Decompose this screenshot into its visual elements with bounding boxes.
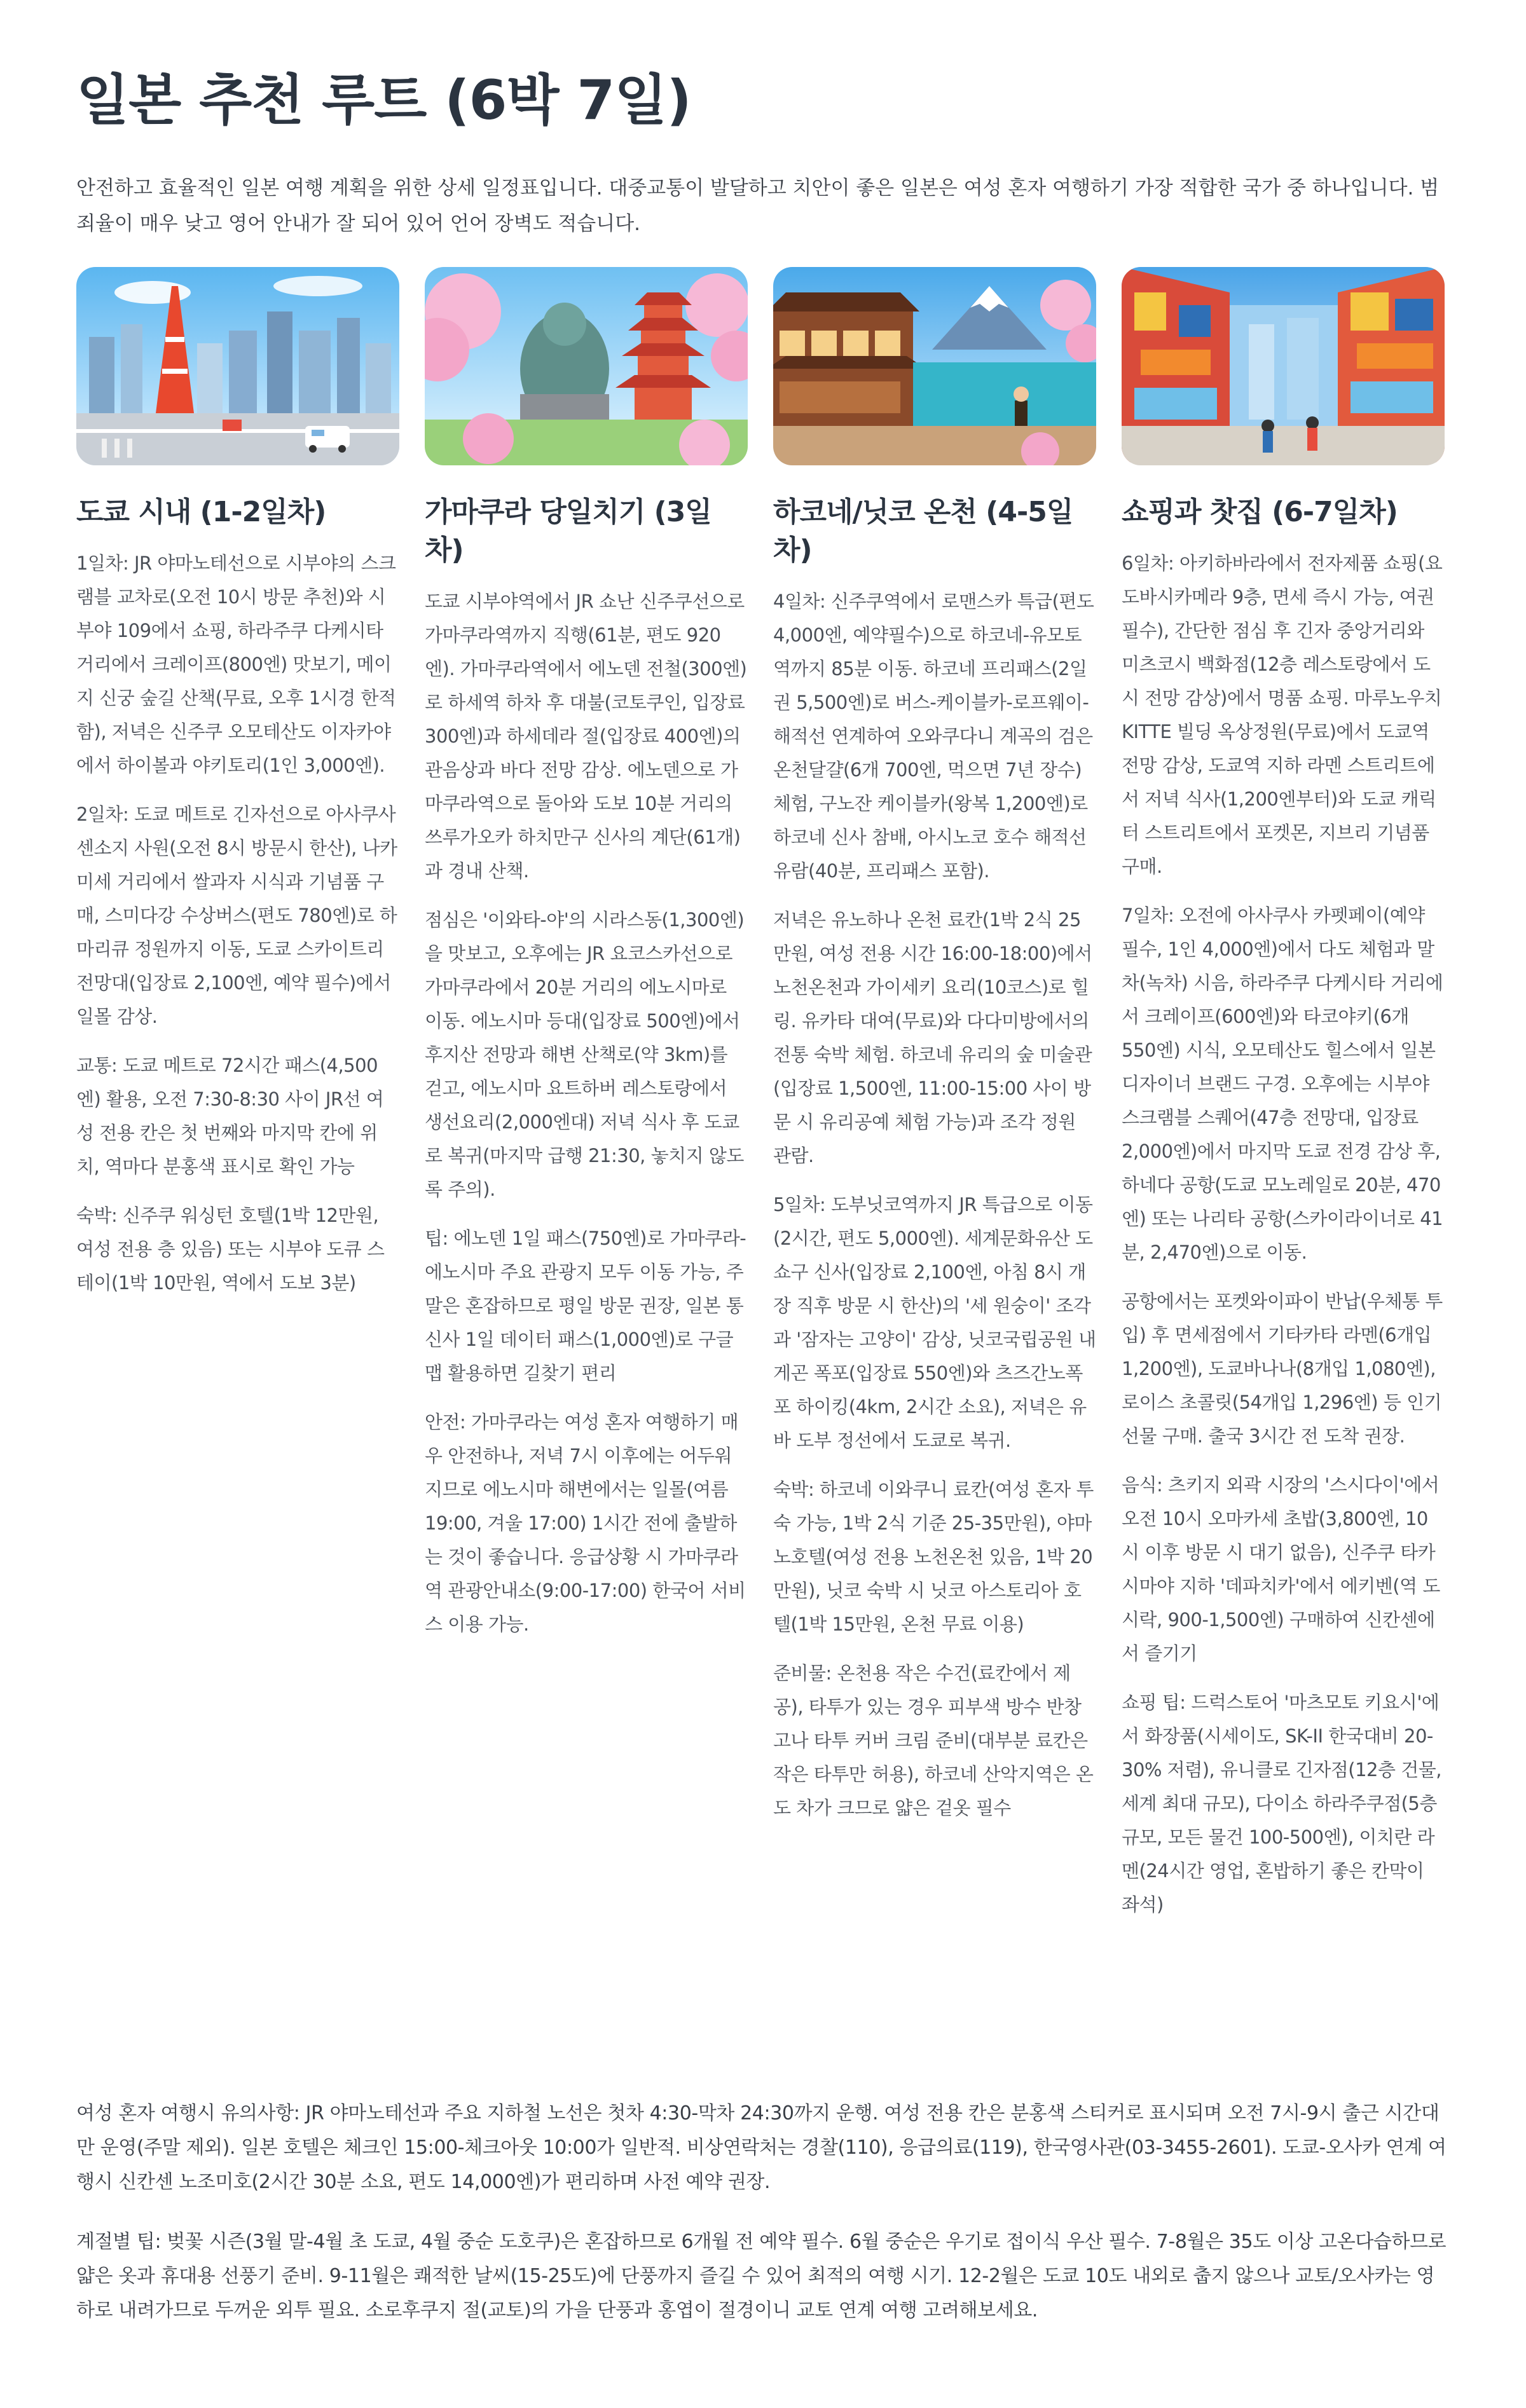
column-paragraph: 점심은 '이와타-야'의 시라스동(1,300엔)을 맛보고, 오후에는 JR 요코스카선으로 가마쿠라에서 20분 거리의 에노시마로 이동. 에노시마 등대(입장료 500엔)에서 후지산 전망과 해변 산책로(약 3km)를 걷고, 에노시마 요트하버 레스토랑에서 생선요리(2,000엔대) 저녁 식사 후 도쿄로 복귀(마지막 급행 21:30, 놓치지 않도록 주의).: [425, 909, 745, 1200]
tokyo-city-image: [76, 267, 399, 465]
column-paragraph: 숙박: 신주쿠 워싱턴 호텔(1박 12만원, 여성 전용 층 있음) 또는 시부야 도큐 스테이(1박 10만원, 역에서 도보 3분): [76, 1205, 385, 1294]
column-paragraph: 5일차: 도부닛코역까지 JR 특급으로 이동(2시간, 편도 5,000엔). 세계문화유산 도쇼구 신사(입장료 2,100엔, 아침 8시 개장 직후 방문 시 한산)의 '세 원숭이' 조각과 '잠자는 고양이' 감상, 닛코국립공원 내 게곤 폭포(입장료 550엔)와 츠즈간노폭포 하이킹(4km, 2시간 소요), 저녁은 유바 도부 정선에서 도쿄로 복귀.: [773, 1194, 1096, 1451]
column-title: 도쿄 시내 (1-2일차): [76, 496, 326, 528]
column-hakone-nikko: [773, 267, 1096, 1840]
column-title: 가마쿠라 당일치기 (3일차): [425, 496, 711, 566]
column-paragraph: 1일차: JR 야마노테선으로 시부야의 스크램블 교차로(오전 10시 방문 추천)와 시부야 109에서 쇼핑, 하라주쿠 다케시타 거리에서 크레이프(800엔) 맛보기, 메이지 신궁 숲길 산책(무료, 오후 1시경 한적함), 저녁은 신주쿠 오모테산도 이자카야에서 하이볼과 야키토리(1인 3,000엔).: [76, 552, 396, 776]
column-title: 하코네/닛코 온천 (4-5일차): [773, 496, 1073, 566]
footer-notes: [76, 2097, 1450, 2353]
page-title: 일본 추천 루트 (6박 7일): [76, 69, 691, 132]
column-paragraph: 쇼핑 팁: 드럭스토어 '마츠모토 키요시'에서 화장품(시세이도, SK-II 한국대비 20-30% 저렴), 유니클로 긴자점(12층 건물, 세계 최대 규모), 다이소 하라주쿠점(5층 규모, 모든 물건 100-500엔), 이치란 라멘(24시간 영업, 혼밥하기 좋은 칸막이 좌석): [1122, 1692, 1441, 1915]
kamakura-image: [425, 267, 748, 465]
column-title: 쇼핑과 찻집 (6-7일차): [1122, 496, 1398, 528]
column-paragraph: 2일차: 도쿄 메트로 긴자선으로 아사쿠사 센소지 사원(오전 8시 방문시 한산), 나카미세 거리에서 쌀과자 시식과 기념품 구매, 스미다강 수상버스(편도 780엔)로 하마리큐 정원까지 이동, 도쿄 스카이트리 전망대(입장료 2,100엔, 예약 필수)에서 일몰 감상.: [76, 804, 397, 1027]
tokyo-city-illustration: [76, 267, 399, 465]
column-shopping: [1122, 267, 1445, 1937]
column-paragraph: 음식: 츠키지 외곽 시장의 '스시다이'에서 오전 10시 오마카세 초밥(3,800엔, 10시 이후 방문 시 대기 없음), 신주쿠 타카시마야 지하 '데파치카'에서 에키벤(역 도시락, 900-1,500엔) 구매하여 신칸센에서 즐기기: [1122, 1474, 1440, 1664]
column-paragraph: 4일차: 신주쿠역에서 로맨스카 특급(편도 4,000엔, 예약필수)으로 하코네-유모토역까지 85분 이동. 하코네 프리패스(2일권 5,500엔)로 버스-케이블카-로프웨이-해적선 연계하여 오와쿠다니 계곡의 검은 온천달걀(6개 700엔, 먹으면 7년 장수) 체험, 구노잔 케이블카(왕복 1,200엔)로 하코네 신사 참배, 아시노코 호수 해적선 유람(40분, 프리패스 포함).: [773, 591, 1094, 882]
intro-paragraph: 안전하고 효율적인 일본 여행 계획을 위한 상세 일정표입니다. 대중교통이 발달하고 치안이 좋은 일본은 여성 혼자 여행하기 가장 적합한 국가 중 하나입니다. 범죄율이 매우 낮고 영어 안내가 잘 되어 있어 언어 장벽도 적습니다.: [76, 177, 1440, 235]
column-paragraph: 준비물: 온천용 작은 수건(료칸에서 제공), 타투가 있는 경우 피부색 방수 반창고나 타투 커버 크림 준비(대부분 료칸은 작은 타투만 허용), 하코네 산악지역은 온도 차가 크므로 얇은 겉옷 필수: [773, 1662, 1094, 1819]
shopping-street-illustration: [1122, 267, 1445, 465]
column-paragraph: 교통: 도쿄 메트로 72시간 패스(4,500엔) 활용, 오전 7:30-8:30 사이 JR선 여성 전용 칸은 첫 번째와 마지막 칸에 위치, 역마다 분홍색 표시로 확인 가능: [76, 1055, 384, 1177]
column-paragraph: 팁: 에노덴 1일 패스(750엔)로 가마쿠라-에노시마 주요 관광지 모두 이동 가능, 주말은 혼잡하므로 평일 방문 권장, 일본 통신사 1일 데이터 패스(1,000엔)로 구글맵 활용하면 길찾기 편리: [425, 1228, 746, 1384]
footer-paragraph: 여성 혼자 여행시 유의사항: JR 야마노테선과 주요 지하철 노선은 첫차 4:30-막차 24:30까지 운행. 여성 전용 칸은 분홍색 스티커로 표시되며 오전 7시-9시 출근 시간대만 운영(주말 제외). 일본 호텔은 체크인 15:00-체크아웃 10:00가 일반적. 비상연락처는 경찰(110), 응급의료(119), 한국영사관(03-3455-2601). 도쿄-오사카 연계 여행시 신칸센 노조미호(2시간 30분 소요, 편도 14,000엔)가 편리하며 사전 예약 권장.: [76, 2102, 1447, 2193]
hakone-nikko-illustration: [773, 267, 1096, 465]
shopping-street-image: [1122, 267, 1445, 465]
column-paragraph: 숙박: 하코네 이와쿠니 료칸(여성 혼자 투숙 가능, 1박 2식 기준 25-35만원), 야마노호텔(여성 전용 노천온천 있음, 1박 20만원), 닛코 숙박 시 닛코 아스토리아 호텔(1박 15만원, 온천 무료 이용): [773, 1479, 1094, 1635]
hakone-nikko-image: [773, 267, 1096, 465]
column-paragraph: 도쿄 시부야역에서 JR 쇼난 신주쿠선으로 가마쿠라역까지 직행(61분, 편도 920엔). 가마쿠라역에서 에노덴 전철(300엔)로 하세역 하차 후 대불(코토쿠인, 입장료 300엔)과 하세데라 절(입장료 400엔)의 관음상과 바다 전망 감상. 에노덴으로 가마쿠라역으로 돌아와 도보 10분 거리의 쓰루가오카 하치만구 신사의 계단(61개)과 경내 산책.: [425, 591, 747, 882]
column-paragraph: 저녁은 유노하나 온천 료칸(1박 2식 25만원, 여성 전용 시간 16:00-18:00)에서 노천온천과 가이세키 요리(10코스)로 힐링. 유카타 대여(무료)와 다다미방에서의 전통 숙박 체험. 하코네 유리의 숲 미술관(입장료 1,500엔, 11:00-15:00 사이 방문 시 유리공예 체험 가능)과 조각 정원 관람.: [773, 909, 1092, 1166]
column-paragraph: 6일차: 아키하바라에서 전자제품 쇼핑(요도바시카메라 9층, 면세 즉시 가능, 여권 필수), 간단한 점심 후 긴자 중앙거리와 미츠코시 백화점(12층 레스토랑에서 도시 전망 감상)에서 명품 쇼핑. 마루노우치 KITTE 빌딩 옥상정원(무료)에서 도쿄역 전망 감상, 도쿄역 지하 라멘 스트리트에서 저녁 식사(1,200엔부터)와 도쿄 캐릭터 스트리트에서 포켓몬, 지브리 기념품 구매.: [1122, 552, 1443, 877]
column-tokyo: [76, 267, 399, 1315]
column-kamakura: [425, 267, 748, 1657]
footer-paragraph: 계절별 팁: 벚꽃 시즌(3월 말-4월 초 도쿄, 4월 중순 도호쿠)은 혼잡하므로 6개월 전 예약 필수. 6월 중순은 우기로 접이식 우산 필수. 7-8월은 35도 이상 고온다습하므로 얇은 옷과 휴대용 선풍기 준비. 9-11월은 쾌적한 날씨(15-25도)에 단풍까지 즐길 수 있어 최적의 여행 시기. 12-2월은 도쿄 10도 내외로 춥지 않으나 교토/오사카는 영하로 내려가므로 두꺼운 외투 필요. 소로후쿠지 절(교토)의 가을 단풍과 홍엽이 절경이니 교토 연계 여행 고려해보세요.: [76, 2231, 1447, 2322]
column-paragraph: 공항에서는 포켓와이파이 반납(우체통 투입) 후 면세점에서 기타카타 라멘(6개입 1,200엔), 도쿄바나나(8개입 1,080엔), 로이스 초콜릿(54개입 1,296엔) 등 인기 선물 구매. 출국 3시간 전 도착 권장.: [1122, 1290, 1443, 1447]
column-paragraph: 7일차: 오전에 아사쿠사 카펫페이(예약 필수, 1인 4,000엔)에서 다도 체험과 말차(녹차) 시음, 하라주쿠 다케시타 거리에서 크레이프(600엔)와 타코야키(6개 550엔) 시식, 오모테산도 힐스에서 일본 디자이너 브랜드 구경. 오후에는 시부야 스크램블 스퀘어(47층 전망대, 입장료 2,000엔)에서 마지막 도쿄 전경 감상 후, 하네다 공항(도쿄 모노레일로 20분, 470엔) 또는 나리타 공항(스카이라이너로 41분, 2,470엔)으로 이동.: [1122, 905, 1443, 1263]
column-paragraph: 안전: 가마쿠라는 여성 혼자 여행하기 매우 안전하나, 저녁 7시 이후에는 어두워지므로 에노시마 해변에서는 일몰(여름 19:00, 겨울 17:00) 1시간 전에 출발하는 것이 좋습니다. 응급상황 시 가마쿠라역 관광안내소(9:00-17:00) 한국어 서비스 이용 가능.: [425, 1411, 746, 1635]
kamakura-illustration: [425, 267, 748, 465]
